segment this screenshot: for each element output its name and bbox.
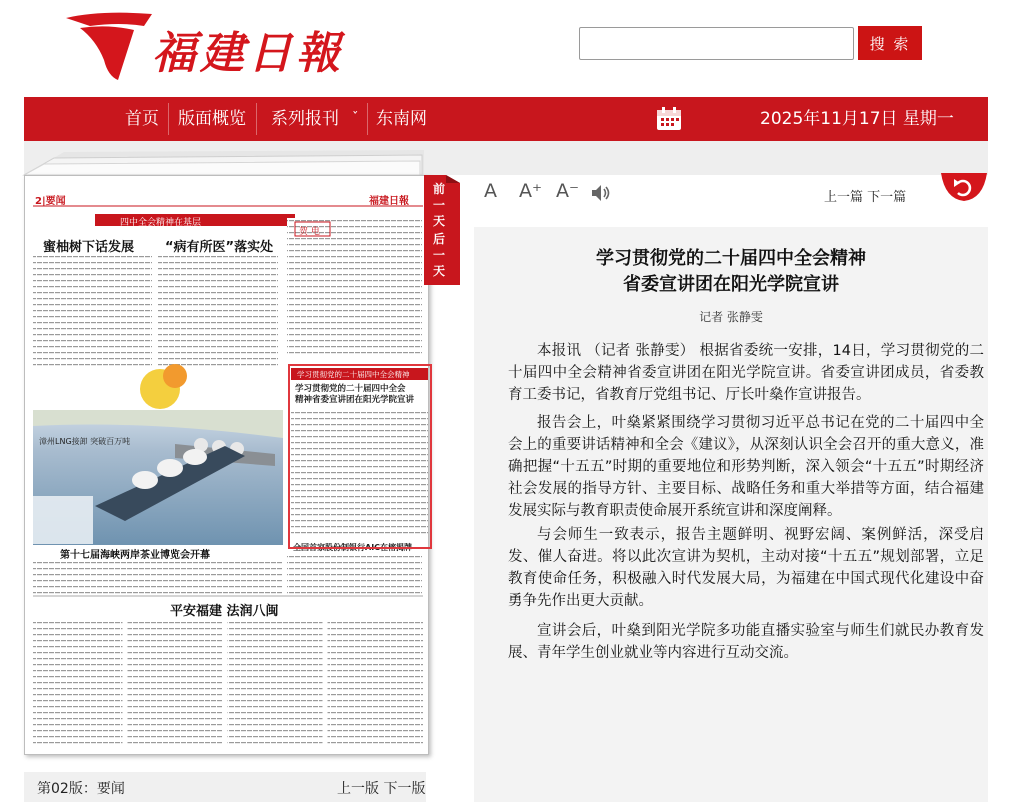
- article-toolbar: [474, 175, 988, 219]
- font-larger-button[interactable]: A⁺: [519, 180, 543, 202]
- speaker-icon[interactable]: [591, 184, 611, 202]
- calendar-icon[interactable]: [656, 107, 682, 131]
- next-day-char-3[interactable]: 天: [432, 264, 445, 278]
- article-author: 记者 张静雯: [699, 310, 763, 324]
- nav-page-overview[interactable]: 版面概览: [178, 109, 246, 129]
- article-paragraph: 报告会上，叶燊紧紧围绕学习贯彻习近平总书记在党的二十届四中全会上的重要讲话精神和全会《建议》，从深刻认识全会召开的重大意义，准确把握“十五五”时期的重要地位和形势判断，深入领会“十五五”时期经济社会发展的指导方针、主要目标、战略任务和重大举措等方面，结合福建发展实际与教育职责使命展开系统宣讲和深度阐释。: [508, 415, 984, 519]
- next-day-char-1[interactable]: 后: [432, 232, 445, 246]
- main-nav: [24, 97, 988, 141]
- nav-divider: [256, 103, 257, 135]
- prev-day-char-2[interactable]: 一: [432, 198, 445, 212]
- article-paragraph: 宣讲会后，叶燊到阳光学院多功能直播实验室与师生们就民办教育发展、青年学生创业就业等内容进行互动交流。: [508, 623, 984, 661]
- headline-pomelo: 蜜柚树下话发展: [43, 240, 135, 255]
- next-day-char-2[interactable]: 一: [432, 248, 445, 262]
- font-normal-button[interactable]: A: [484, 180, 497, 202]
- current-article-highlight[interactable]: [288, 364, 432, 549]
- next-article-link[interactable]: 下一篇: [867, 190, 907, 205]
- search-input[interactable]: [579, 27, 854, 60]
- font-smaller-button[interactable]: A⁻: [556, 180, 580, 202]
- nav-home[interactable]: 首页: [125, 109, 159, 129]
- article-title-line-1: 学习贯彻党的二十届四中全会精神: [596, 248, 866, 269]
- search-button[interactable]: 搜 索: [858, 26, 922, 60]
- back-icon[interactable]: [941, 173, 987, 203]
- stacked-pages: [24, 150, 424, 175]
- prev-day-char-1[interactable]: 前: [432, 182, 445, 196]
- article-paragraph: 与会师生一致表示，报告主题鲜明、视野宏阔、案例鲜活，深受启发、催人奋进。将以此次宣讲为契机，主动对接“十五五”规划部署，立足教育使命任务，积极融入时代发展大局，为福建在中国式现代化建设中奋勇争先作出更大贡献。: [508, 527, 984, 609]
- section-banner: 四中全会精神在基层: [120, 218, 202, 228]
- headline-bank-aic: 全国首家股份制银行AIC在榕揭牌: [293, 543, 413, 552]
- svg-text:福建日報: 福建日報: [152, 28, 344, 79]
- highlight-title-2: 精神省委宣讲团在阳光学院宣讲: [295, 395, 415, 405]
- current-date: 2025年11月17日 星期一: [760, 109, 954, 129]
- article-nav: [824, 186, 906, 205]
- headline-medical: “病有所医”落实处: [165, 240, 274, 255]
- nav-series-publications[interactable]: 系列报刊: [271, 109, 339, 129]
- masthead: [0, 0, 1024, 97]
- article-paragraph: 本报讯 （记者 张静雯） 根据省委统一安排，14日，学习贯彻党的二十届四中全会精神省委宣讲团在阳光学院宣讲。省委宣讲团成员，省委教育工委书记，省教育厅党组书记、厅长叶燊作宣讲报告。: [508, 343, 984, 403]
- page-nav: [337, 778, 425, 798]
- prev-article-link[interactable]: 上一篇: [824, 190, 864, 205]
- greeting-title: 贺 电: [299, 227, 320, 237]
- headline-tea-expo: 第十七届海峡两岸茶业博览会开幕: [60, 550, 210, 561]
- prev-page-link[interactable]: 上一版: [337, 781, 379, 797]
- newspaper-masthead-small: 福建日報: [369, 196, 409, 207]
- current-page-label: 第02版：要闻: [37, 781, 125, 797]
- chevron-down-icon[interactable]: ˇ: [352, 111, 359, 126]
- prev-day-char-3[interactable]: 天: [432, 214, 445, 228]
- nav-divider: [367, 103, 368, 135]
- headline-law-fujian: 平安福建 法润八闽: [170, 604, 279, 619]
- nav-divider: [168, 103, 169, 135]
- fujian-daily-logo[interactable]: [60, 6, 344, 86]
- highlight-banner: 学习贯彻党的二十届四中全会精神: [297, 370, 410, 379]
- next-page-link[interactable]: 下一版: [383, 781, 426, 797]
- nav-dongnan-net[interactable]: 东南网: [376, 109, 427, 129]
- photo-caption: 漳州LNG接卸 突破百万吨: [39, 437, 131, 446]
- page-number-label: 2|要闻: [35, 196, 66, 207]
- newspaper-page-image[interactable]: [24, 175, 429, 755]
- article-title-line-2: 省委宣讲团在阳光学院宣讲: [623, 274, 839, 295]
- highlight-title-1: 学习贯彻党的二十届四中全会: [295, 384, 406, 394]
